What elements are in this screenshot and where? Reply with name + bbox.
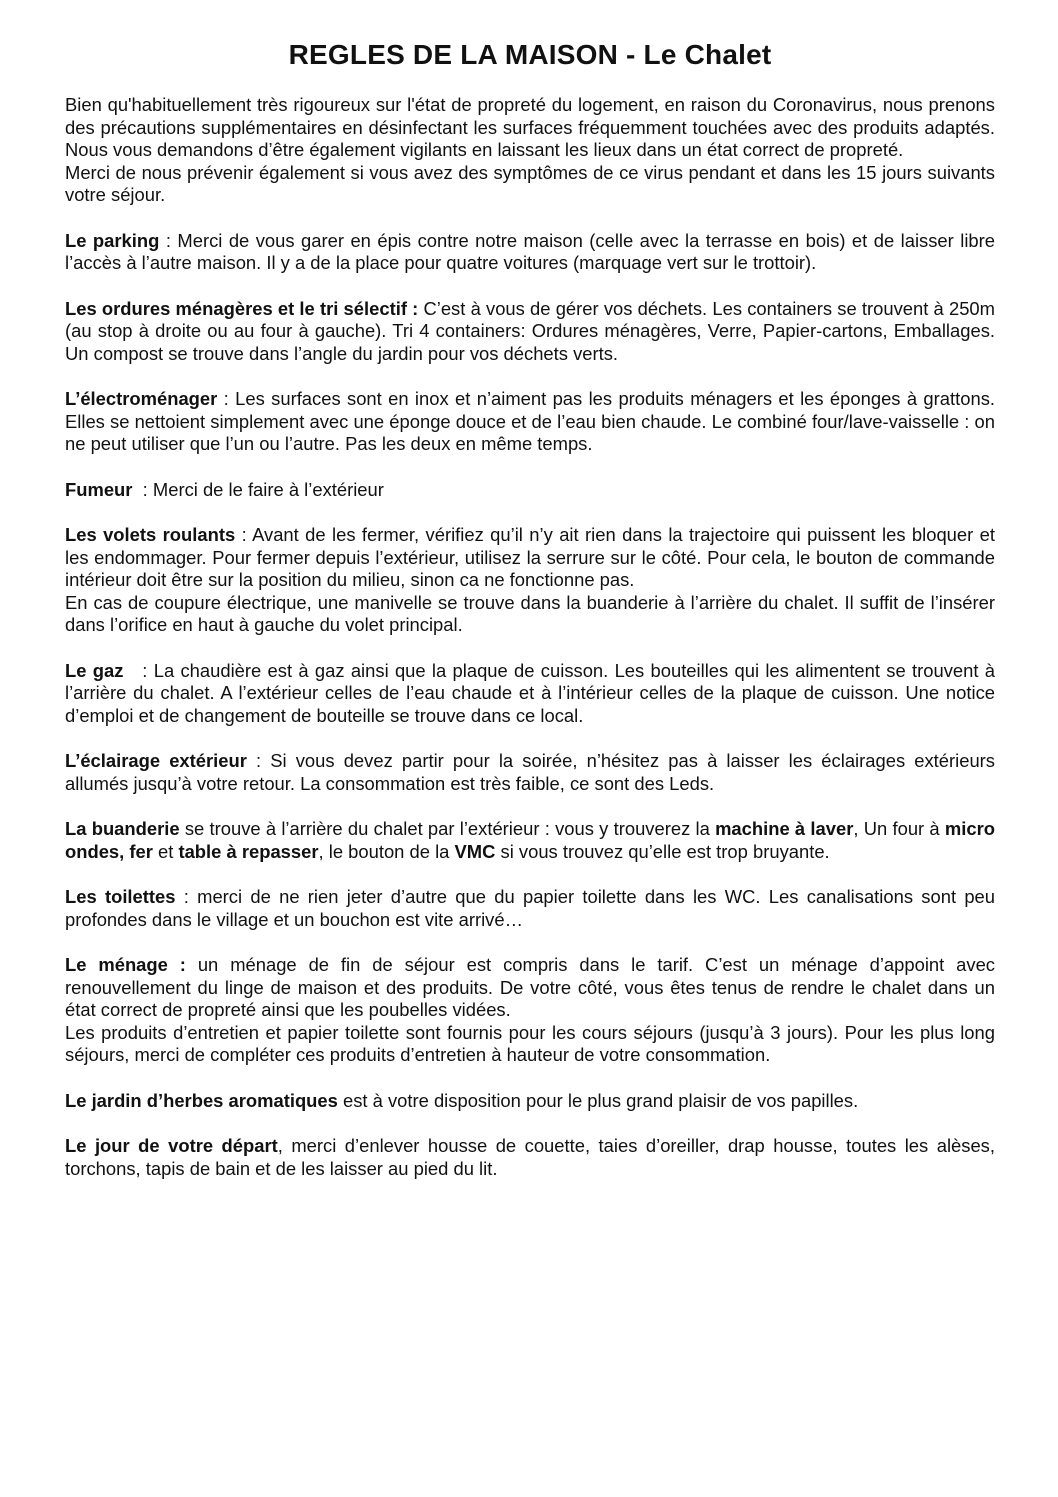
volets-heading: Les volets roulants [65,524,236,545]
section-toilettes [65,886,995,931]
section-eclairage [65,750,995,795]
eclairage-heading: L’éclairage extérieur [65,750,247,771]
buanderie-paragraph [65,818,995,863]
electromenager-heading: L’électroménager [65,388,218,409]
section-menage [65,954,995,1067]
buanderie-micro-ondes: micro ondes, fer [65,818,995,862]
section-volets [65,524,995,637]
buanderie-text-3: et [152,840,179,862]
volets-paragraph-1 [65,524,995,592]
ordures-heading: Les ordures ménagères et le tri sélectif : [65,297,419,319]
section-gaz [65,659,1001,728]
buanderie-table: table à repasser [178,840,319,862]
fumeur-text: : Merci de le faire à l’extérieur [132,478,384,500]
menage-text: un ménage de fin de séjour est compris dans le tarif. C’est un ménage d’appoint avec renouvellement du linge de maison et des produits. De votre côté, vous êtes tenus de rendre le chalet dans un état correct de propreté ainsi que les poubelles vidées. [65,954,995,1020]
intro-paragraph-2: Merci de nous prévenir également si vous avez des symptômes de ce virus pendant et dans les 15 jours suivants votre séjour. [65,161,995,205]
menage-heading: Le ménage : [65,954,186,975]
parking-heading: Le parking [65,229,160,251]
buanderie-text-5: si vous trouvez qu’elle est trop bruyante. [495,840,830,862]
depart-text: , merci d’enlever housse de couette, taies d’oreiller, drap housse, toutes les alèses, torchons, tapis de bain et de les laisser au pied du lit. [65,1135,995,1179]
menage-paragraph-1 [65,954,995,1022]
section-fumeur [65,479,995,502]
buanderie-text-2: , Un four à [853,818,945,839]
section-depart [65,1135,995,1180]
document-page [65,38,1001,1203]
jardin-heading: Le jardin d’herbes aromatiques [65,1089,338,1111]
toilettes-paragraph [65,886,995,931]
electromenager-paragraph [65,388,995,456]
section-intro [65,94,995,207]
eclairage-text: : Si vous devez partir pour la soirée, n’hésitez pas à laisser les éclairages extérieurs allumés jusqu’à votre retour. La consommation est très faible, ce sont des Leds. [65,750,996,794]
buanderie-machine: machine à laver [715,818,854,839]
menage-paragraph-2: Les produits d’entretien et papier toilette sont fournis pour les cours séjours (jusqu’à 3 jours). Pour les plus long séjours, merci de compléter ces produits d’entretien à hauteur de votre consommation. [65,1021,995,1065]
depart-heading: Le jour de votre départ [65,1135,278,1156]
buanderie-text-4: , le bouton de la [318,840,455,862]
fumeur-paragraph [65,479,995,502]
jardin-paragraph [65,1090,995,1113]
buanderie-heading: La buanderie [65,818,180,839]
parking-paragraph [65,230,995,275]
fumeur-heading: Fumeur [65,478,133,500]
gaz-text: : La chaudière est à gaz ainsi que la plaque de cuisson. Les bouteilles qui les alimentent se trouvent à l’arrière du chalet. A l’extérieur celles de l’eau chaude et à l’intérieur celles de la plaque de cuisson. Une notice d’emploi et de changement de bouteille se trouve dans ce local. [65,659,1001,726]
depart-paragraph [65,1135,995,1180]
section-electromenager [65,388,995,456]
volets-paragraph-2: En cas de coupure électrique, une manivelle se trouve dans la buanderie à l’arrière du chalet. Il suffit de l’insérer dans l’orifice en haut à gauche du volet principal. [65,591,995,635]
section-ordures [65,298,995,366]
section-jardin [65,1090,995,1113]
intro-paragraph-1: Bien qu'habituellement très rigoureux sur l'état de propreté du logement, en raison du Coronavirus, nous prenons des précautions supplémentaires en désinfectant les surfaces fréquemment touchées avec des produits adaptés. Nous vous demandons d’être également vigilants en laissant les lieux dans un état correct de propreté. [65,94,995,160]
toilettes-heading: Les toilettes [65,886,176,907]
gaz-paragraph [65,659,1001,728]
ordures-text: C’est à vous de gérer vos déchets. Les containers se trouvent à 250m (au stop à droite ou au four à gauche). Tri 4 containers: Ordures ménagères, Verre, Papier-cartons, Emballages. Un compost se trouve dans l’angle du jardin pour vos déchets verts. [65,297,995,364]
section-parking [65,230,995,275]
buanderie-text-1: se trouve à l’arrière du chalet par l’extérieur : vous y trouverez la [179,818,716,839]
jardin-text: est à votre disposition pour le plus grand plaisir de vos papilles. [337,1089,859,1111]
parking-text: : Merci de vous garer en épis contre notre maison (celle avec la terrasse en bois) et de laisser libre l’accès à l’autre maison. Il y a de la place pour quatre voitures (marquage vert sur le trottoir). [65,229,995,273]
eclairage-paragraph [65,750,995,795]
electromenager-text: : Les surfaces sont en inox et n’aiment pas les produits ménagers et les éponges à grattons. Elles se nettoient simplement avec une éponge douce et de l’eau bien chaude. Le combiné four/lave-vaisselle : on ne peut utiliser que l’un ou l’autre. Pas les deux en même temps. [65,388,995,454]
gaz-heading: Le gaz [65,659,124,681]
buanderie-vmc: VMC [454,840,496,862]
section-buanderie [65,818,995,863]
ordures-paragraph [65,298,995,366]
volets-text: : Avant de les fermer, vérifiez qu’il n’y ait rien dans la trajectoire qui puissent les bloquer et les endommager. Pour fermer depuis l’extérieur, utilisez la serrure sur le côté. Pour cela, le bouton de commande intérieur doit être sur la position du milieu, sinon ca ne fonctionne pas. [65,524,995,590]
page-title: REGLES DE LA MAISON - Le Chalet [288,39,772,70]
toilettes-text: : merci de ne rien jeter d’autre que du papier toilette dans les WC. Les canalisations sont peu profondes dans le village et un bouchon est vite arrivé… [65,886,996,930]
